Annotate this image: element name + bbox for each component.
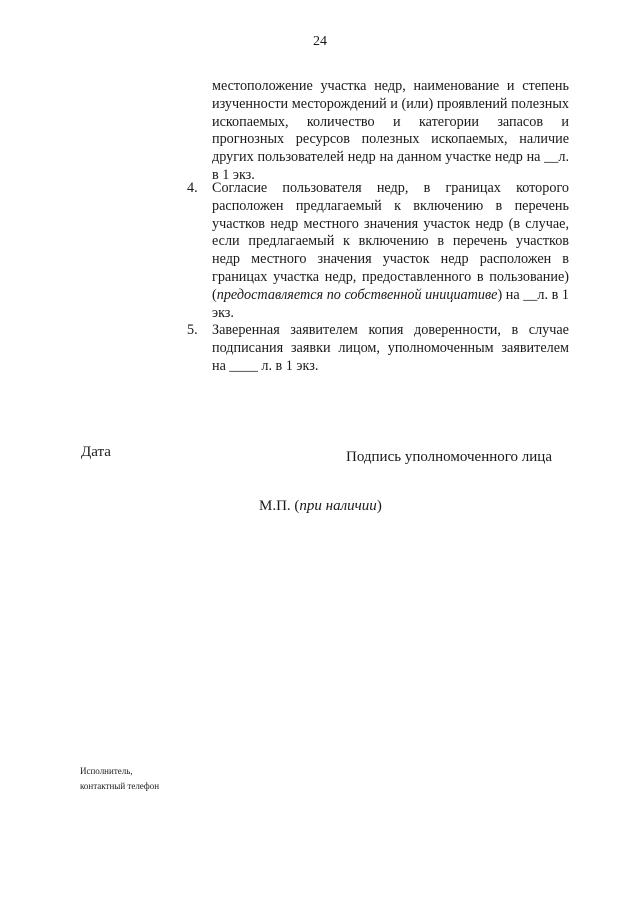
continuation-text: местоположение участка недр, наименование и степень изученности месторождений и (или) проявлений полезных ископаемых, количество и категории запасов и прогнозных ресурсов полезных ископаемых, наличие других пользователей недр на данном участке недр на __л. в 1 экз. [212,78,569,183]
list-item-5 [187,322,569,375]
continuation-paragraph [212,78,569,185]
stamp-label: М.П. (при наличии) [259,498,382,514]
executor-contact [80,764,159,794]
contact-phone-label: контактный телефон [80,781,160,791]
date-label: Дата [81,444,111,460]
list-item-text: Согласие пользователя недр, в границах которого расположен предлагаемый к включению в перечень участков недр местного значения участок недр (в случае, если предлагаемый к включению в перечень участков недр местного значения участок недр расположен в границах участка недр, предоставленного в пользование) (предоставляется по собственной инициативе) на __л. в 1 экз. [212,180,569,321]
signature-label: Подпись уполномоченного лица [346,449,552,465]
list-item-text: Заверенная заявителем копия доверенности, в случае подписания заявки лицом, уполномоченным заявителем на ____ л. в 1 экз. [212,322,569,374]
page-number: 24 [313,34,327,49]
italic-note: предоставляется по собственной инициативе [216,286,498,303]
list-item-number: 4. [187,180,198,196]
list-item-4 [187,180,569,322]
list-item-number: 5. [187,322,198,338]
executor-label: Исполнитель, [80,766,133,776]
